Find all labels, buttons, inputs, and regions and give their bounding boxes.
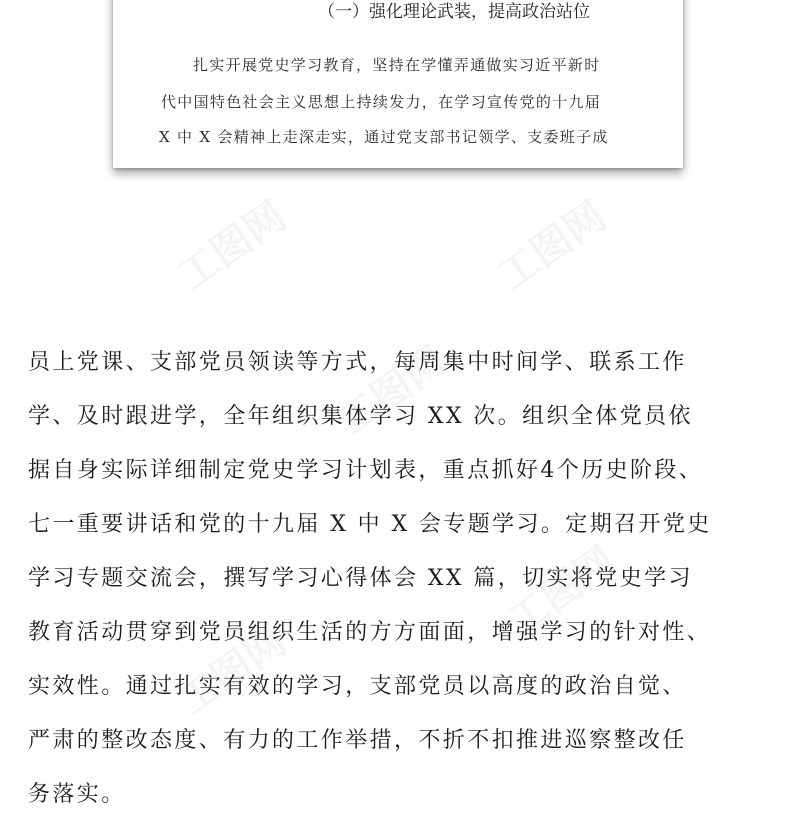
- watermark: 工图网: [169, 618, 295, 725]
- card-line-3: X 中 X 会精神上走深走实，通过党支部书记领学、支委班子成: [159, 128, 609, 146]
- watermark: 工图网: [489, 193, 615, 300]
- excerpt-card: [113, 0, 683, 168]
- card-line-2: 代中国特色社会主义思想上持续发力，在学习宣传党的十九届: [161, 93, 602, 111]
- body-line: 务落实。: [28, 782, 126, 807]
- body-line: 学、及时跟进学，全年组织集体学习 XX 次。组织全体党员依: [28, 404, 693, 429]
- watermark: 工图网: [499, 538, 625, 645]
- body-line: 教育活动贯穿到党员组织生活的方方面面，增强学习的针对性、: [28, 620, 712, 645]
- watermark: 工图网: [329, 338, 455, 445]
- body-line: 实效性。通过扎实有效的学习，支部党员以高度的政治自觉、: [28, 674, 687, 699]
- body-line: 学习专题交流会，撰写学习心得体会 XX 篇，切实将党史学习: [28, 566, 693, 591]
- section-heading: （一）强化理论武装，提高政治站位: [318, 2, 590, 22]
- watermark: 工图网: [169, 193, 295, 300]
- card-line-1: 扎实开展党史学习教育，坚持在学懂弄通做实习近平新时: [193, 56, 601, 74]
- body-line: 据自身实际详细制定党史学习计划表，重点抓好4个历史阶段、: [28, 458, 704, 483]
- body-line: 严肃的整改态度、有力的工作举措，不折不扣推进巡察整改任: [28, 728, 687, 753]
- body-line: 员上党课、支部党员领读等方式，每周集中时间学、联系工作: [28, 350, 687, 375]
- body-paragraph: [28, 336, 788, 822]
- body-line: 七一重要讲话和党的十九届 X 中 X 会专题学习。定期召开党史: [28, 512, 712, 537]
